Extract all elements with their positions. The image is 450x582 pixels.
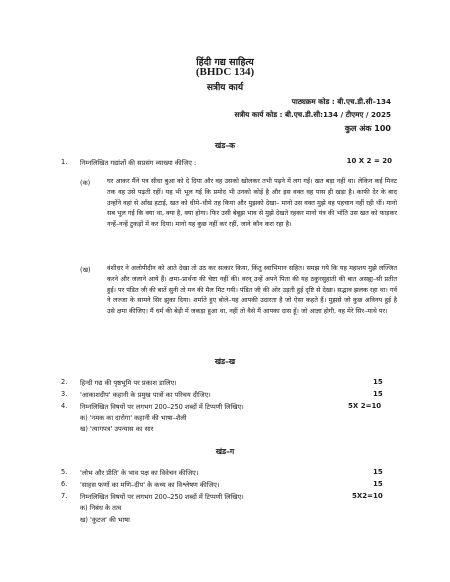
total-marks: कुल अंक 100	[344, 124, 391, 133]
document-subtitle: सत्रीय कार्य	[206, 83, 244, 93]
question-number: 6.	[61, 480, 68, 488]
course-code-line: पाठ्यक्रम कोड : बी.एच.डी.सी–134	[291, 97, 391, 106]
question-text: निम्नलिखित विषयों पर लगभग 200–250 शब्दों में टिप्पणी लिखिए।	[80, 403, 244, 411]
document-title: हिंदी गद्य साहित्य	[196, 57, 254, 68]
question-number: 5.	[61, 468, 68, 476]
question-number: 4.	[61, 402, 68, 410]
passage-label: (क)	[80, 179, 91, 187]
assignment-code-line: सत्रीय कार्य कोड : बी.एच.डी.सी:134 / टीएमए / 2025	[234, 110, 391, 119]
question-marks: 10 X 2 = 20	[346, 157, 392, 165]
section-c-heading: खंड–ग	[215, 447, 235, 456]
question-text: निम्नलिखित गद्यांशों की सप्रसंग व्याख्या कीजिए :	[80, 159, 197, 167]
question-text: हिन्दी गद्य की पृष्ठभूमि पर प्रकाश डालिए।	[80, 379, 177, 387]
course-code-heading: (BHDC 134)	[195, 66, 255, 78]
passage-text: घर आकर मैंने पत्र सीधा बुआ को दे दिया और वह उसको खोलकर तभी पढ़ने में लग गईं। खत बड़ा नहीं था। लेकिन कई मिनट तक वह उसे पढ़ती रहीं। यह भी भूल गई कि प्रमोद भी उनको कोई है और इस वक्त वह पास ही खड़ा है। काफी देर के बाद उन्होंने वहां से आँख हटाई, खत को धीमे–धीमे तह किया और मुझको देखा– मानो उस वक्त मुझे वह पहचान नहीं रही थीं। मानो सब भूल गई कि क्या था, क्या है, क्या होगा। फिर उसी बेबूझ भाव से मुझे देखते रहकर मानो यंत्र की भाँति उस खत को फाड़कर नन्हें–नन्हें टुकड़ों में कर दिया। मानो यह कुछ नहीं कर रहीं, जाने कौन करा रहा है।	[107, 177, 397, 229]
section-a-heading: खंड–क	[215, 141, 235, 150]
question-marks: 5X2=10	[352, 492, 383, 500]
question-marks: 15	[373, 480, 383, 488]
sub-question: ख) 'कुटज' की भाषा	[80, 516, 130, 524]
question-number: 3.	[61, 390, 68, 398]
question-marks: 15	[373, 390, 383, 398]
passage-label: (ख)	[80, 266, 91, 274]
section-b-heading: खंड–ख	[214, 357, 236, 366]
sub-question: क) 'नमक का दारोगा' कहानी की भाषा–शैली	[80, 414, 187, 422]
question-marks: 5X 2=10	[348, 402, 382, 410]
question-number: 2.	[61, 378, 68, 386]
question-marks: 15	[373, 468, 383, 476]
passage-text: वंशीधर ने अलोपीदीन को आते देखा तो उठ कर सत्कार किया, किंतु स्वाभिमान सहित। समझ गये कि यह महाशय मुझे लज्जित करने और जलाने आये हैं। क्षमा–प्रार्थना की चेष्टा नहीं की। वरन् उन्हें अपने पिता की यह ठकुरसुहाती की बात असह्य–सी प्रतीत हुई। पर पंडित जी की बातें सुनी तो मन की मैल मिट गयी। पंडित जी की ओर उड़ती हुई दृष्टि से देखा। सद्भाव झलक रहा था। गर्व ने लज्जा के सामने सिर झुका दिया। शर्माते हुए बोले–यह आपकी उदारता है जो ऐसा कहते हैं। मुझसे जो कुछ अविनय हुई है उसे क्षमा कीजिए। मैं धर्म की बेड़ी में जकड़ा हुआ था, नहीं तो वैसे मैं आपका दास हूँ। जो आज्ञा होगी, वह मेरे सिर–माथे पर।	[107, 264, 397, 316]
question-text: 'लोभ और प्रीति' के भाव पक्ष का विवेचन कीजिए।	[80, 469, 199, 477]
question-text: 'आकाशदीप' कहानी के प्रमुख पात्रों का परिचय दीजिए।	[80, 391, 211, 399]
question-number: 1.	[61, 158, 68, 166]
question-marks: 15	[373, 378, 383, 386]
sub-question: ख) 'त्यागपत्र' उपन्यास का सार	[80, 425, 154, 433]
question-text: निम्नलिखित विषयों पर लगभग 200–250 शब्दों में टिप्पणी लिखिए।	[80, 493, 244, 501]
question-text: 'साहस फणों का मणि–दीप' के कथ्य का विश्लेषण कीजिए।	[80, 481, 220, 489]
sub-question: क) निबंध के तत्व	[80, 504, 122, 512]
question-number: 7.	[61, 492, 68, 500]
